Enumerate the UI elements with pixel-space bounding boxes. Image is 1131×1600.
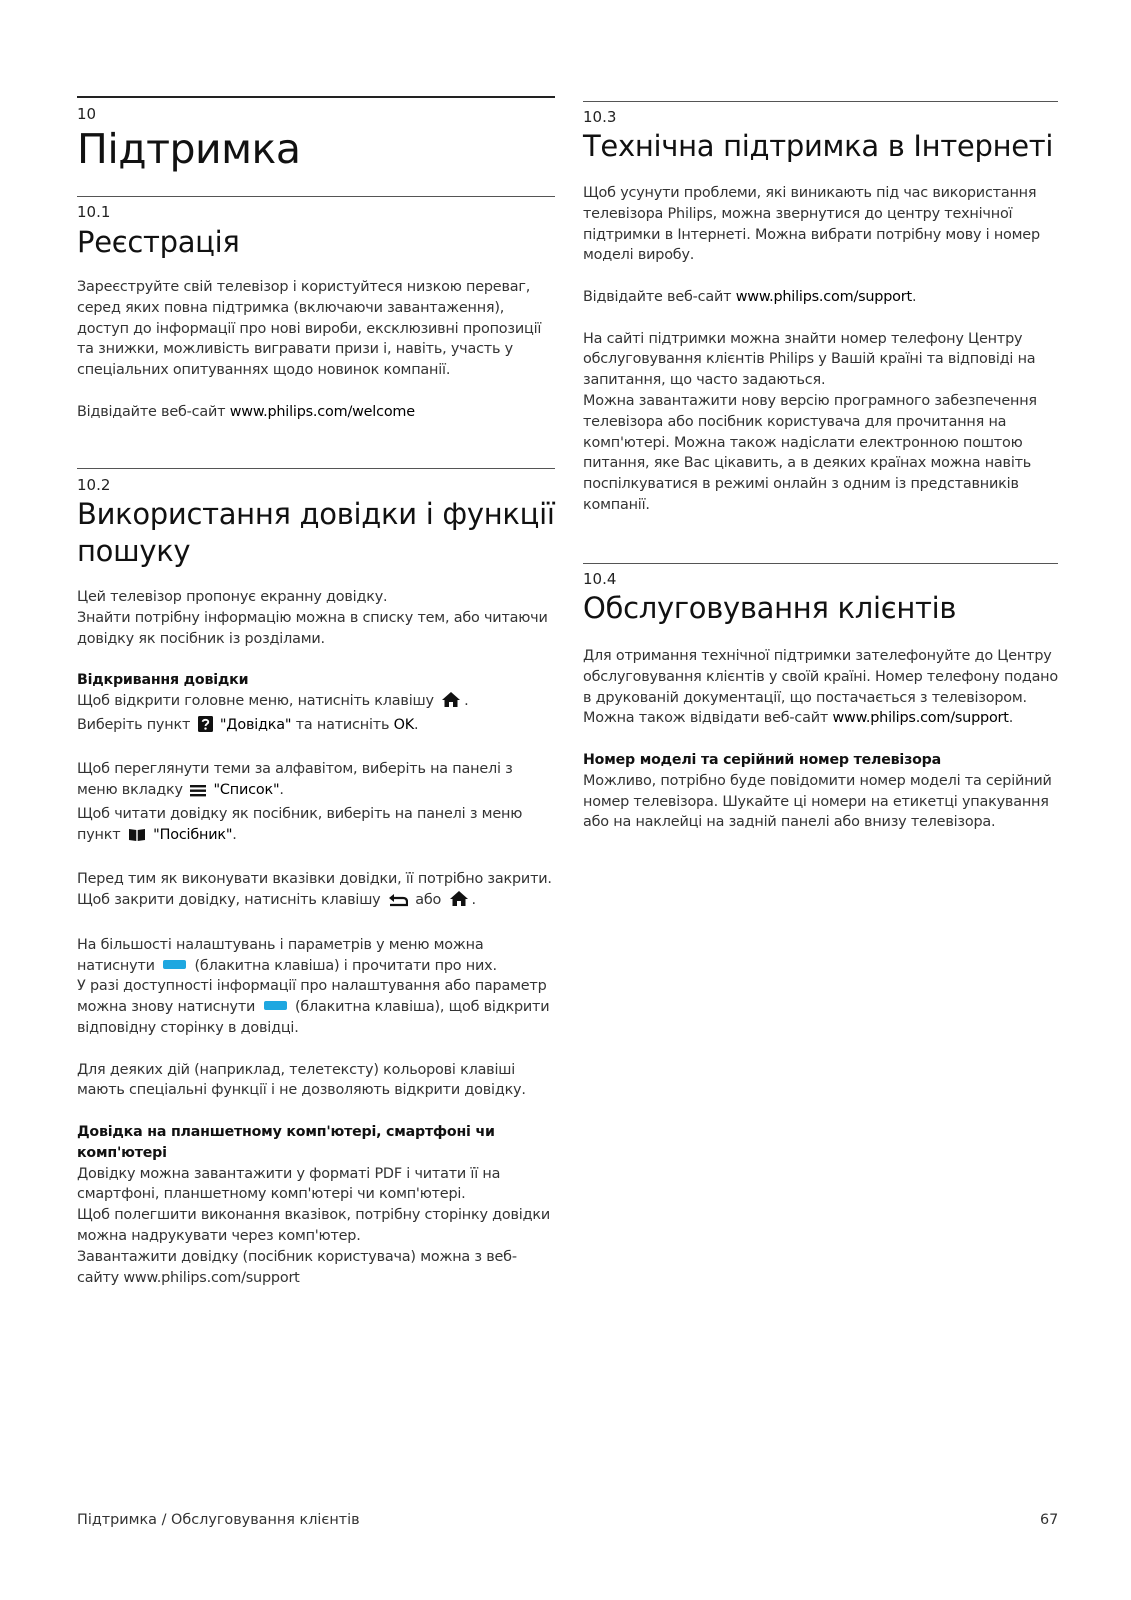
home-icon [449, 890, 469, 914]
section-title: Використання довідки і функції пошуку [77, 497, 555, 568]
paragraph: Щоб відкрити головне меню, натисніть клавішу . [77, 691, 555, 715]
paragraph: Зареєструйте свій телевізор і користуйтеся низкою переваг, серед яких повна підтримка (включаючи завантаження), доступ до інформації про нові вироби, ексклюзивні пропозиції та знижки, можливість вигравати призи і, навіть, участь у спеціальних опитуваннях щодо новинок компанії. [77, 279, 542, 379]
paragraph: Для отримання технічної підтримки зателефонуйте до Центру обслуговування клієнтів у своїй країні. Номер телефону подано в друкованій документації, що постачається з телевізором. [583, 648, 1058, 706]
text: Відвідайте веб-сайт [77, 403, 230, 420]
section-body [583, 183, 1058, 516]
text: На більшості налаштувань і параметрів у меню можна натиснути [77, 936, 484, 974]
blue-key-icon [264, 1001, 287, 1010]
page-number: 67 [1040, 1512, 1059, 1528]
text: Щоб читати довідку як посібник, виберіть на панелі з меню пункт [77, 805, 523, 843]
text: та натисніть [291, 716, 394, 733]
paragraph: Для деяких дій (наприклад, телетексту) кольорові клавіші мають спеціальні функції і не дозволяють відкрити довідку. [77, 1061, 526, 1099]
paragraph: Щоб усунути проблеми, які виникають під час використання телевізора Philips, можна звернутися до центру технічної підтримки в Інтернеті. Можна вибрати потрібну мову і номер моделі виробу. [583, 185, 1040, 264]
ok-key: OK [393, 716, 414, 733]
paragraph: Щоб полегшити виконання вказівок, потрібну сторінку довідки можна надрукувати через комп'ютер. [77, 1207, 550, 1244]
subheading: Номер моделі та серійний номер телевізора [583, 751, 941, 768]
paragraph: Завантажити довідку (посібник користувача) можна з веб-сайту www.philips.com/support [77, 1248, 517, 1286]
menu-item-manual: "Посібник" [153, 826, 233, 843]
home-icon [441, 691, 461, 715]
back-icon [388, 893, 408, 914]
paragraph [77, 402, 555, 423]
link-philips-welcome[interactable]: www.philips.com/welcome [229, 403, 415, 420]
paragraph: Цей телевізор пропонує екранну довідку. [77, 589, 388, 605]
menu-item-help: "Довідка" [219, 716, 292, 733]
text: або [410, 892, 446, 909]
paragraph: Довідку можна завантажити у форматі PDF і читати її на смартфоні, планшетному комп'ютері чи комп'ютері. [77, 1165, 501, 1203]
paragraph: Знайти потрібну інформацію можна в списку тем, або читаючи довідку як посібник із розділами. [77, 609, 548, 647]
text: (блакитна клавіша), щоб відкрити відповідну сторінку в довідці. [77, 999, 550, 1036]
paragraph: Можна завантажити нову версію програмного забезпечення телевізора або посібник користувача для прочитання на комп'ютері. Можна також надіслати електронною поштою питання, яке Вас цікавить, а в деяких країнах можна навіть поспілкуватися в режимі онлайн з одним із представників компанії. [583, 392, 1037, 513]
subheading: Відкривання довідки [77, 672, 249, 689]
text: Щоб закрити довідку, натисніть клавішу [77, 892, 385, 909]
tab-list: "Список" [213, 782, 280, 799]
subheading: Довідка на планшетному комп'ютері, смартфоні чи комп'ютері [77, 1123, 495, 1161]
text: Відвідайте веб-сайт [583, 288, 736, 305]
section-title: Технічна підтримка в Інтернеті [583, 129, 1054, 163]
chapter-number: 10 [77, 105, 97, 123]
section-rule [583, 563, 1058, 564]
text: Виберіть пункт [77, 716, 195, 733]
paragraph: Можна також відвідати веб-сайт www.philips.com/support. [583, 710, 1014, 727]
section-body [583, 646, 1058, 833]
footer-breadcrumb: Підтримка / Обслуговування клієнтів [77, 1512, 360, 1528]
paragraph: Можливо, потрібно буде повідомити номер моделі та серійний номер телевізора. Шукайте ці номери на етикетці упакування або на наклейці на задній панелі або внизу телевізора. [583, 772, 1052, 831]
text: (блакитна клавіша) і прочитати про них. [190, 957, 497, 974]
paragraph [77, 935, 555, 977]
text: Щоб відкрити головне меню, натисніть клавішу [77, 692, 439, 709]
section-number: 10.4 [583, 570, 617, 588]
section-title: Обслуговування клієнтів [583, 591, 957, 625]
section-body [77, 587, 555, 1288]
text: Щоб переглянути теми за алфавітом, виберіть на панелі з меню вкладку [77, 761, 513, 799]
paragraph [77, 976, 555, 1038]
section-rule [583, 101, 1058, 102]
help-icon [198, 716, 213, 739]
blue-key-icon [163, 960, 186, 969]
paragraph: Щоб закрити довідку, натисніть клавішу або . [77, 890, 555, 914]
section-body [77, 277, 555, 423]
section-rule [77, 468, 555, 469]
section-rule [77, 196, 555, 197]
chapter-title: Підтримка [77, 125, 301, 173]
paragraph: Перед тим як виконувати вказівки довідки, її потрібно закрити. [77, 871, 552, 888]
link-philips-support[interactable]: www.philips.com/support [735, 288, 912, 305]
paragraph: Щоб читати довідку як посібник, виберіть на панелі з меню пункт "Посібник". [77, 804, 555, 849]
book-icon [128, 828, 146, 849]
paragraph: Виберіть пункт "Довідка" та натисніть OK. [77, 715, 555, 739]
text: Можна також відвідати веб-сайт [583, 710, 833, 727]
list-icon [190, 783, 206, 804]
section-number: 10.3 [583, 108, 617, 126]
chapter-rule [77, 96, 555, 98]
paragraph: Відвідайте веб-сайт www.philips.com/support. [583, 288, 917, 305]
section-number: 10.2 [77, 476, 111, 494]
paragraph: На сайті підтримки можна знайти номер телефону Центру обслуговування клієнтів Philips у Вашій країні та відповіді на запитання, що часто задаються. [583, 330, 1036, 389]
section-number: 10.1 [77, 203, 111, 221]
text: У разі доступності інформації про налаштування або параметр можна знову натиснути [77, 978, 547, 1016]
paragraph: Щоб переглянути теми за алфавітом, виберіть на панелі з меню вкладку "Список". [77, 759, 555, 804]
link-philips-support[interactable]: www.philips.com/support [832, 710, 1009, 727]
section-title: Реєстрація [77, 225, 240, 259]
